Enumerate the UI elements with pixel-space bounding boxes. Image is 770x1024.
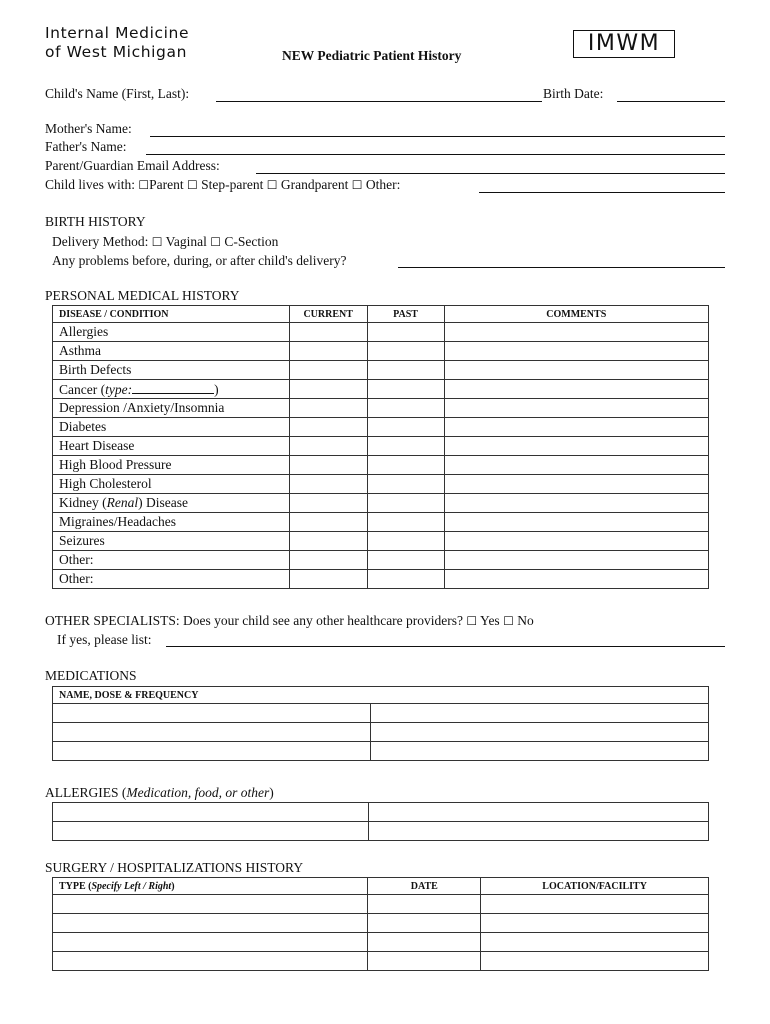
comments-cell[interactable] xyxy=(444,494,708,513)
checkbox-yes[interactable]: ☐ xyxy=(466,614,478,628)
father-name-label: Father's Name: xyxy=(45,139,127,154)
mother-name-label: Mother's Name: xyxy=(45,121,132,136)
current-cell[interactable] xyxy=(289,418,367,437)
table-row xyxy=(53,723,709,742)
medications-table xyxy=(52,686,709,761)
lives-with-label: Child lives with: xyxy=(45,177,136,192)
comments-cell[interactable] xyxy=(444,380,708,399)
birth-date-field[interactable] xyxy=(617,101,725,102)
date-cell[interactable] xyxy=(368,952,481,971)
date-cell[interactable] xyxy=(368,933,481,952)
email-field[interactable] xyxy=(256,173,725,174)
table-row xyxy=(53,952,709,971)
past-cell[interactable] xyxy=(367,323,444,342)
comments-cell[interactable] xyxy=(444,570,708,589)
current-cell[interactable] xyxy=(289,513,367,532)
option-other: Other: xyxy=(365,177,401,192)
table-header-row xyxy=(53,687,709,704)
comments-cell[interactable] xyxy=(444,551,708,570)
current-cell[interactable] xyxy=(289,551,367,570)
comments-cell[interactable] xyxy=(444,418,708,437)
table-row xyxy=(53,342,709,361)
condition-label: Other: xyxy=(53,570,290,589)
delivery-row xyxy=(52,233,278,251)
table-row xyxy=(53,704,709,723)
current-cell[interactable] xyxy=(289,475,367,494)
past-cell[interactable] xyxy=(367,361,444,380)
comments-cell[interactable] xyxy=(444,532,708,551)
past-cell[interactable] xyxy=(367,475,444,494)
allergy-cell[interactable] xyxy=(368,803,708,822)
table-row xyxy=(53,570,709,589)
condition-label: Seizures xyxy=(53,532,290,551)
col-type-end: ) xyxy=(171,880,175,892)
comments-cell[interactable] xyxy=(444,437,708,456)
table-row xyxy=(53,475,709,494)
condition-label xyxy=(53,380,290,399)
cancer-type-field[interactable] xyxy=(132,381,214,394)
type-cell[interactable] xyxy=(53,895,368,914)
kidney-renal: Renal xyxy=(106,495,139,510)
current-cell[interactable] xyxy=(289,361,367,380)
col-disease: DISEASE / CONDITION xyxy=(53,306,290,323)
medication-cell[interactable] xyxy=(370,723,708,742)
condition-label xyxy=(53,494,290,513)
table-row xyxy=(53,742,709,761)
current-cell[interactable] xyxy=(289,342,367,361)
delivery-label: Delivery Method: xyxy=(52,234,149,249)
child-name-label: Child's Name (First, Last): xyxy=(45,86,190,101)
comments-cell[interactable] xyxy=(444,456,708,475)
mother-name-field[interactable] xyxy=(150,136,725,137)
comments-cell[interactable] xyxy=(444,475,708,494)
col-type-italic: Specify Left / Right xyxy=(91,880,172,892)
imwm-logo: IMWM xyxy=(573,30,675,58)
allergy-cell[interactable] xyxy=(53,822,369,841)
condition-label: Other: xyxy=(53,551,290,570)
current-cell[interactable] xyxy=(289,437,367,456)
table-row xyxy=(53,803,709,822)
col-past: PAST xyxy=(367,306,444,323)
medications-heading: MEDICATIONS xyxy=(45,668,137,683)
table-header-row xyxy=(53,306,709,323)
location-cell[interactable] xyxy=(481,895,709,914)
table-header-row xyxy=(53,878,709,895)
condition-label: Heart Disease xyxy=(53,437,290,456)
checkbox-step-parent[interactable]: ☐ xyxy=(187,178,198,192)
medication-cell[interactable] xyxy=(53,723,371,742)
allergies-heading-italic: Medication, food, or other xyxy=(126,785,270,800)
cancer-type-label: type: xyxy=(105,381,133,397)
cancer-label: Cancer ( xyxy=(59,381,106,397)
medication-cell[interactable] xyxy=(370,742,708,761)
form-title: NEW Pediatric Patient History xyxy=(282,48,462,63)
option-vaginal: Vaginal xyxy=(165,234,207,249)
option-yes: Yes xyxy=(480,613,500,628)
condition-label: Diabetes xyxy=(53,418,290,437)
current-cell[interactable] xyxy=(289,570,367,589)
condition-label: High Cholesterol xyxy=(53,475,290,494)
past-cell[interactable] xyxy=(367,494,444,513)
date-cell[interactable] xyxy=(368,914,481,933)
surgery-table xyxy=(52,877,709,971)
surgery-heading: SURGERY / HOSPITALIZATIONS HISTORY xyxy=(45,860,304,875)
col-date: DATE xyxy=(368,878,481,895)
past-cell[interactable] xyxy=(367,532,444,551)
checkbox-vaginal[interactable]: ☐ xyxy=(151,235,163,249)
past-cell[interactable] xyxy=(367,456,444,475)
table-row xyxy=(53,494,709,513)
option-grandparent: Grandparent xyxy=(280,177,349,192)
father-name-field[interactable] xyxy=(146,154,725,155)
table-row xyxy=(53,914,709,933)
past-cell[interactable] xyxy=(367,399,444,418)
table-row xyxy=(53,399,709,418)
allergies-table xyxy=(52,802,709,841)
kidney-rest: ) Disease xyxy=(138,495,188,510)
col-type xyxy=(53,878,368,895)
comments-cell[interactable] xyxy=(444,323,708,342)
table-row xyxy=(53,532,709,551)
past-cell[interactable] xyxy=(367,513,444,532)
table-row xyxy=(53,361,709,380)
type-cell[interactable] xyxy=(53,933,368,952)
table-row xyxy=(53,456,709,475)
org-name xyxy=(45,24,189,62)
org-name-line1: Internal Medicine xyxy=(45,24,190,42)
location-cell[interactable] xyxy=(481,952,709,971)
delivery-problems-label: Any problems before, during, or after child's delivery? xyxy=(52,253,347,268)
past-cell[interactable] xyxy=(367,380,444,399)
past-cell[interactable] xyxy=(367,437,444,456)
col-location: LOCATION/FACILITY xyxy=(481,878,709,895)
table-row xyxy=(53,895,709,914)
specialists-list-field[interactable] xyxy=(166,646,725,647)
date-cell[interactable] xyxy=(368,895,481,914)
table-row xyxy=(53,437,709,456)
delivery-problems-field[interactable] xyxy=(398,267,725,268)
kidney-label: Kidney ( xyxy=(59,495,107,510)
comments-cell[interactable] xyxy=(444,399,708,418)
checkbox-other[interactable]: ☐ xyxy=(351,178,363,192)
condition-label: Allergies xyxy=(53,323,290,342)
cancer-close: ) xyxy=(214,381,219,397)
col-comments: COMMENTS xyxy=(444,306,708,323)
type-cell[interactable] xyxy=(53,952,368,971)
condition-label: Depression /Anxiety/Insomnia xyxy=(53,399,290,418)
birth-date-label: Birth Date: xyxy=(543,86,604,101)
current-cell[interactable] xyxy=(289,494,367,513)
medical-history-heading: PERSONAL MEDICAL HISTORY xyxy=(45,288,240,303)
option-no: No xyxy=(517,613,534,628)
checkbox-parent[interactable]: ☐ xyxy=(138,178,150,192)
allergies-heading-start: ALLERGIES ( xyxy=(45,785,127,800)
location-cell[interactable] xyxy=(481,933,709,952)
table-row xyxy=(53,551,709,570)
location-cell[interactable] xyxy=(481,914,709,933)
checkbox-grandparent[interactable]: ☐ xyxy=(266,178,278,192)
table-row xyxy=(53,933,709,952)
current-cell[interactable] xyxy=(289,456,367,475)
past-cell[interactable] xyxy=(367,551,444,570)
option-c-section: C-Section xyxy=(224,234,279,249)
birth-history-heading: BIRTH HISTORY xyxy=(45,214,146,229)
org-name-line2: of West Michigan xyxy=(45,43,187,61)
condition-label: High Blood Pressure xyxy=(53,456,290,475)
current-cell[interactable] xyxy=(289,323,367,342)
past-cell[interactable] xyxy=(367,570,444,589)
medication-cell[interactable] xyxy=(53,742,371,761)
email-label: Parent/Guardian Email Address: xyxy=(45,158,220,173)
col-type-label: TYPE ( xyxy=(59,880,92,892)
medication-cell[interactable] xyxy=(53,704,371,723)
col-name-dose-frequency: NAME, DOSE & FREQUENCY xyxy=(53,687,709,704)
comments-cell[interactable] xyxy=(444,342,708,361)
medication-cell[interactable] xyxy=(370,704,708,723)
comments-cell[interactable] xyxy=(444,361,708,380)
table-row xyxy=(53,380,709,399)
checkbox-c-section[interactable]: ☐ xyxy=(210,235,222,249)
comments-cell[interactable] xyxy=(444,513,708,532)
option-parent: Parent xyxy=(149,177,184,192)
col-current: CURRENT xyxy=(289,306,367,323)
type-cell[interactable] xyxy=(53,914,368,933)
table-row xyxy=(53,513,709,532)
child-name-field[interactable] xyxy=(216,101,542,102)
current-cell[interactable] xyxy=(289,532,367,551)
allergies-heading-end: ) xyxy=(269,785,274,800)
current-cell[interactable] xyxy=(289,380,367,399)
condition-label: Birth Defects xyxy=(53,361,290,380)
past-cell[interactable] xyxy=(367,342,444,361)
allergy-cell[interactable] xyxy=(53,803,369,822)
medical-history-table xyxy=(52,305,709,589)
specialists-question: OTHER SPECIALISTS: Does your child see any other healthcare providers? xyxy=(45,613,464,628)
specialists-row xyxy=(45,612,534,630)
lives-with-row xyxy=(45,176,400,194)
condition-label: Asthma xyxy=(53,342,290,361)
table-row xyxy=(53,323,709,342)
allergies-heading xyxy=(45,785,274,801)
allergy-cell[interactable] xyxy=(368,822,708,841)
lives-with-other-field[interactable] xyxy=(479,192,725,193)
current-cell[interactable] xyxy=(289,399,367,418)
table-row xyxy=(53,418,709,437)
specialists-list-label: If yes, please list: xyxy=(57,632,152,647)
condition-label: Migraines/Headaches xyxy=(53,513,290,532)
table-row xyxy=(53,822,709,841)
checkbox-no[interactable]: ☐ xyxy=(503,614,514,628)
past-cell[interactable] xyxy=(367,418,444,437)
option-step-parent: Step-parent xyxy=(201,177,264,192)
